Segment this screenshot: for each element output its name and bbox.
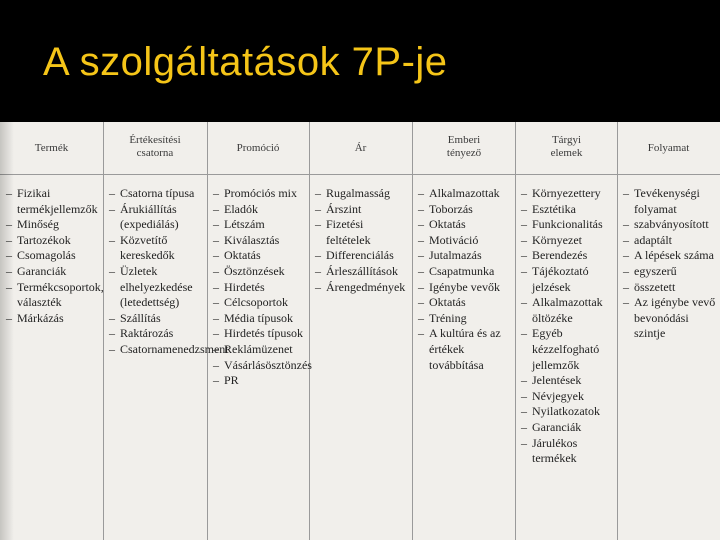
- scanned-table: [0, 122, 720, 540]
- column-list-promocio: [213, 186, 312, 389]
- list-item: – Promóciós mix: [213, 186, 307, 202]
- list-item: – Média típusok: [213, 311, 307, 327]
- list-item: – Toborzás: [418, 202, 513, 218]
- list-item: – Motiváció: [418, 233, 513, 249]
- list-item: – összetett: [623, 280, 717, 296]
- list-item: – Csomagolás: [6, 248, 101, 264]
- list-item: – Esztétika: [521, 202, 615, 218]
- list-item: – Raktározás: [109, 326, 205, 342]
- column-header-targyi: Tárgyi elemek: [550, 134, 583, 159]
- list-item: – Garanciák: [6, 264, 101, 280]
- column-divider: [515, 122, 516, 540]
- list-item: – Tájékoztató jelzések: [521, 264, 615, 295]
- column-divider: [309, 122, 310, 540]
- list-item: – Az igénybe vevő bevonódási szintje: [623, 295, 717, 342]
- list-item: – Környezettery: [521, 186, 615, 202]
- column-list-targyi: [521, 186, 615, 467]
- list-item: – Ösztönzések: [213, 264, 307, 280]
- list-item: – Igénybe vevők: [418, 280, 513, 296]
- column-divider: [412, 122, 413, 540]
- column-header-csatorna: Értékesítési csatorna: [129, 134, 181, 159]
- column-list-csatorna: [109, 186, 229, 358]
- list-item: – Alkalmazottak öltözéke: [521, 295, 615, 326]
- list-item: – Kiválasztás: [213, 233, 307, 249]
- list-item: – Oktatás: [418, 217, 513, 233]
- list-item: – Környezet: [521, 233, 615, 249]
- list-item: – Fizikai termékjellemzők: [6, 186, 101, 217]
- list-item: – Termékcsoportok, választék: [6, 280, 101, 311]
- list-item: – adaptált: [623, 233, 717, 249]
- column-header-folyamat: Folyamat: [647, 142, 690, 154]
- list-item: – Jelentések: [521, 373, 615, 389]
- list-item: – Üzletek elhelyezkedése (letedettség): [109, 264, 205, 311]
- list-item: – PR: [213, 373, 307, 389]
- column-divider: [103, 122, 104, 540]
- list-item: – Garanciák: [521, 420, 615, 436]
- list-item: – Funkcionalitás: [521, 217, 615, 233]
- column-header-termek: Termék: [34, 142, 69, 154]
- list-item: – Reklámüzenet: [213, 342, 307, 358]
- list-item: – Hirdetés típusok: [213, 326, 307, 342]
- list-item: – Hirdetés: [213, 280, 307, 296]
- column-header-emberi: Emberi tényező: [446, 134, 482, 159]
- list-item: – Alkalmazottak: [418, 186, 513, 202]
- list-item: – Fizetési feltételek: [315, 217, 410, 248]
- list-item: – Márkázás: [6, 311, 101, 327]
- list-item: – Nyilatkozatok: [521, 404, 615, 420]
- list-item: – Tevékenységi folyamat: [623, 186, 717, 217]
- list-item: – Oktatás: [213, 248, 307, 264]
- list-item: – Differenciálás: [315, 248, 410, 264]
- list-item: – Jutalmazás: [418, 248, 513, 264]
- list-item: – Rugalmasság: [315, 186, 410, 202]
- column-header-ar: Ár: [354, 142, 367, 154]
- list-item: – Névjegyek: [521, 389, 615, 405]
- list-item: – egyszerű: [623, 264, 717, 280]
- list-item: – Tartozékok: [6, 233, 101, 249]
- list-item: – Egyéb kézzelfogható jellemzők: [521, 326, 615, 373]
- list-item: – Csapatmunka: [418, 264, 513, 280]
- list-item: – A lépések száma: [623, 248, 717, 264]
- list-item: – Tréning: [418, 311, 513, 327]
- column-list-folyamat: [623, 186, 717, 342]
- list-item: – Árukiállítás (expediálás): [109, 202, 205, 233]
- list-item: – Árengedmények: [315, 280, 410, 296]
- column-list-ar: [315, 186, 410, 295]
- list-item: – A kultúra és az értékek továbbítása: [418, 326, 513, 373]
- list-item: – Berendezés: [521, 248, 615, 264]
- list-item: – Árszint: [315, 202, 410, 218]
- list-item: – Létszám: [213, 217, 307, 233]
- list-item: – Szállítás: [109, 311, 205, 327]
- list-item: – Csatorna típusa: [109, 186, 205, 202]
- list-item: – szabványosított: [623, 217, 717, 233]
- list-item: – Célcsoportok: [213, 295, 307, 311]
- list-item: – Vásárlásösztönzés: [213, 358, 307, 374]
- list-item: – Csatornamenedzsment: [109, 342, 205, 358]
- list-item: – Eladók: [213, 202, 307, 218]
- column-divider: [617, 122, 618, 540]
- list-item: – Minőség: [6, 217, 101, 233]
- list-item: – Árleszállítások: [315, 264, 410, 280]
- list-item: – Oktatás: [418, 295, 513, 311]
- column-divider: [207, 122, 208, 540]
- column-list-emberi: [418, 186, 513, 373]
- column-list-termek: [6, 186, 104, 326]
- column-header-promocio: Promóció: [236, 142, 280, 154]
- list-item: – Járulékos termékek: [521, 436, 615, 467]
- list-item: – Közvetítő kereskedők: [109, 233, 205, 264]
- slide-title: A szolgáltatások 7P-je: [43, 40, 448, 84]
- page-edge-shadow: [0, 122, 14, 540]
